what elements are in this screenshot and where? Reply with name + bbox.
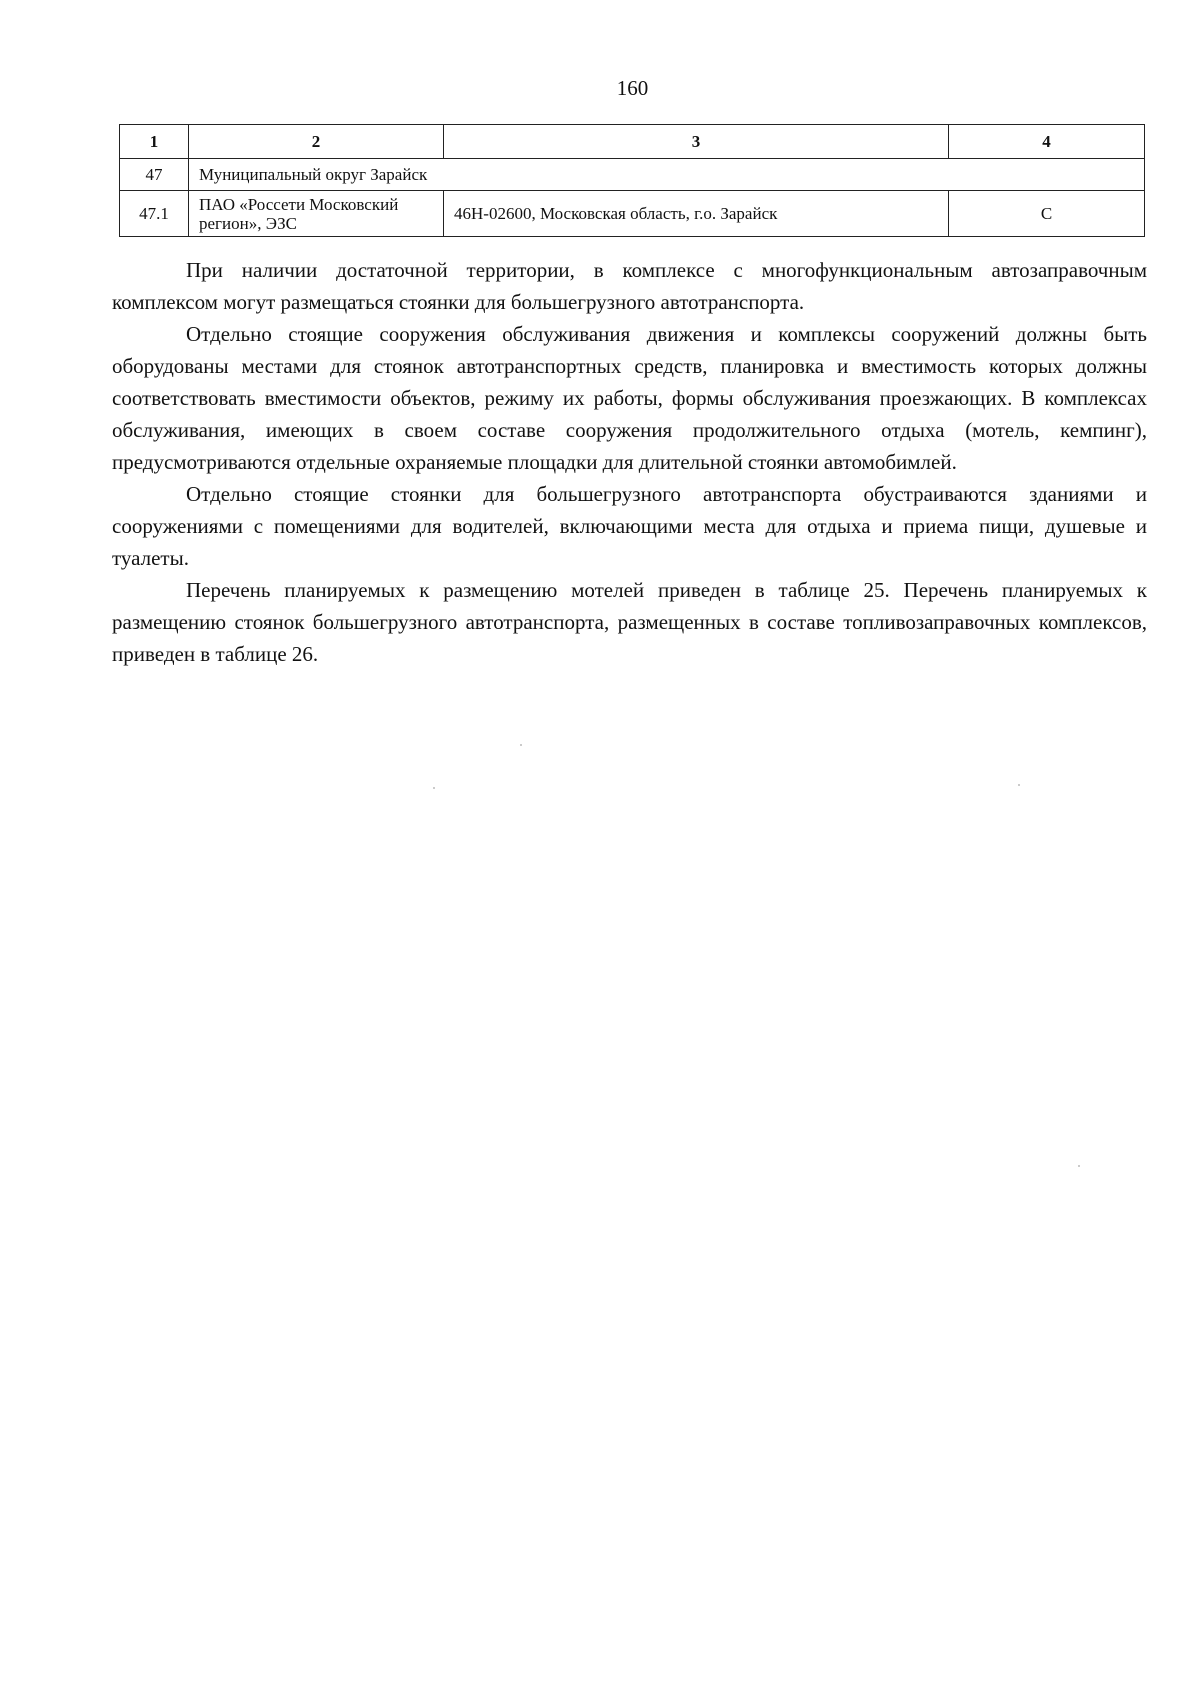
- header-cell-4: 4: [949, 125, 1145, 159]
- header-cell-2: 2: [189, 125, 444, 159]
- objects-table: [119, 124, 1145, 237]
- row-number-cell: 47: [120, 159, 189, 191]
- location-cell: 46Н-02600, Московская область, г.о. Зарайск: [444, 191, 949, 237]
- table-header-row: [120, 125, 1145, 159]
- table-row: [120, 159, 1145, 191]
- status-cell: С: [949, 191, 1145, 237]
- header-cell-3: 3: [444, 125, 949, 159]
- paragraph: Отдельно стоящие стоянки для большегрузного автотранспорта обустраиваются зданиями и сооружениями с помещениями для водителей, включающими места для отдыха и приема пищи, душевые и туалеты.: [112, 482, 1147, 570]
- header-cell-1: 1: [120, 125, 189, 159]
- group-title-cell: Муниципальный округ Зарайск: [189, 159, 1145, 191]
- scan-speck: [1078, 1165, 1080, 1167]
- scan-speck: [433, 787, 435, 789]
- paragraph: При наличии достаточной территории, в комплексе с многофункциональным автозаправочным комплексом могут размещаться стоянки для большегрузного автотранспорта.: [112, 258, 1147, 314]
- owner-cell: ПАО «Россети Московский регион», ЭЗС: [189, 191, 444, 237]
- paragraph: Отдельно стоящие сооружения обслуживания движения и комплексы сооружений должны быть оборудованы местами для стоянок автотранспортных средств, планировка и вместимость которых должны соответствовать вместимости объектов, режиму их работы, формы обслуживания проезжающих. В комплексах обслуживания, имеющих в своем составе сооружения продолжительного отдыха (мотель, кемпинг), предусмотриваются отдельные охраняемые площадки для длительной стоянки автомобимлей.: [112, 322, 1147, 474]
- table-row: [120, 191, 1145, 237]
- paragraph: Перечень планируемых к размещению мотелей приведен в таблице 25. Перечень планируемых к размещению стоянок большегрузного автотранспорта, размещенных в составе топливозаправочных комплексов, приведен в таблице 26.: [112, 578, 1147, 666]
- scan-speck: [520, 744, 522, 746]
- page-number: 160: [616, 76, 649, 100]
- body-text: [112, 254, 1147, 670]
- row-number-cell: 47.1: [120, 191, 189, 237]
- scan-speck: [1018, 784, 1020, 786]
